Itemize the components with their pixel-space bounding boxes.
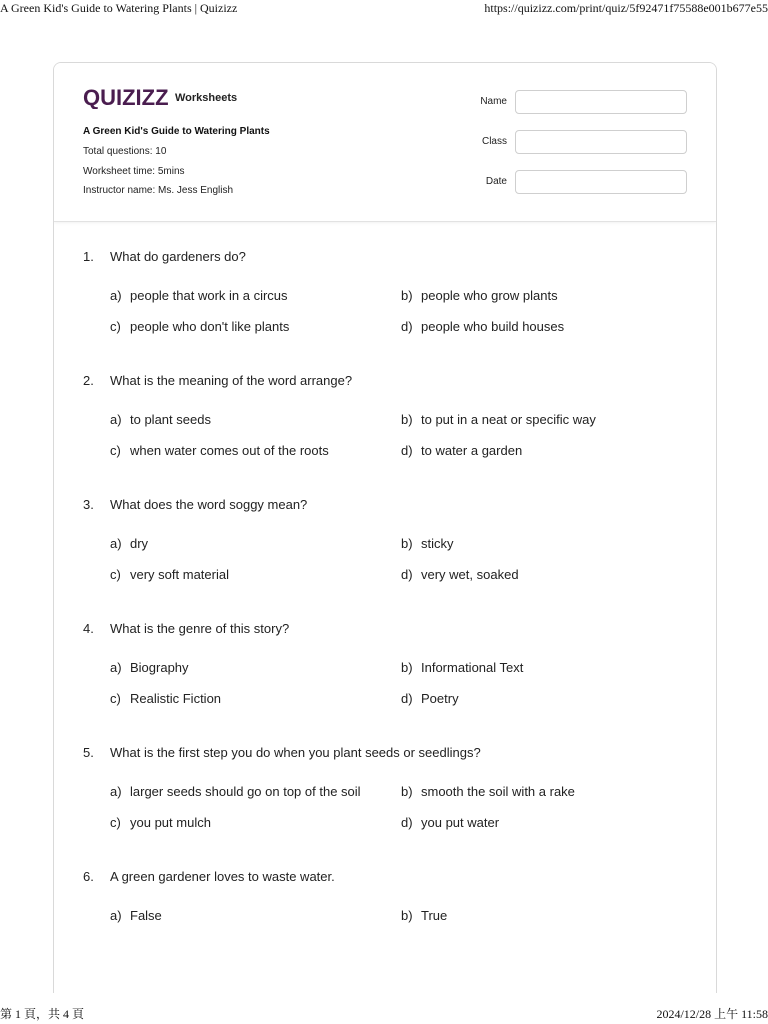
option-letter: d) [401,691,413,706]
svg-text:QUIZIZZ: QUIZIZZ [83,85,169,109]
option-text: very wet, soaked [421,567,519,582]
print-footer [0,1006,768,1024]
question-2 [54,346,716,470]
question-list [54,222,716,966]
question-number: 2. [83,373,94,388]
option-text: Informational Text [421,660,524,675]
option-a [110,660,189,675]
option-letter: c) [110,443,121,458]
option-text: Realistic Fiction [130,691,222,706]
question-number: 4. [83,621,94,636]
option-letter: a) [110,412,122,427]
option-letter: d) [401,567,413,582]
question-3 [54,470,716,594]
option-text: to put in a neat or specific way [421,412,596,427]
print-url[interactable]: https://quizizz.com/print/quiz/5f92471f75588e001b677e55 [484,1,768,15]
option-c [110,691,221,706]
total-questions: Total questions: 10 [83,146,167,157]
option-b [401,660,523,675]
question-stem [83,745,481,760]
question-6 [54,842,716,966]
option-text: when water comes out of the roots [130,443,329,458]
date-label: Date [485,176,507,187]
option-letter: c) [110,691,121,706]
question-text: A green gardener loves to waste water. [110,869,335,884]
option-d [401,319,564,334]
date-field[interactable] [515,170,687,194]
option-letter: a) [110,536,122,551]
question-text: What does the word soggy mean? [110,497,308,512]
option-text: True [421,908,448,923]
option-text: sticky [421,536,454,551]
option-d [401,691,459,706]
option-text: people who don't like plants [130,319,290,334]
question-number: 6. [83,869,94,884]
class-field[interactable] [515,130,687,154]
option-letter: c) [110,815,121,830]
option-letter: c) [110,319,121,334]
question-number: 3. [83,497,94,512]
class-label: Class [481,136,507,147]
option-text: to plant seeds [130,412,211,427]
option-letter: d) [401,815,413,830]
option-text: larger seeds should go on top of the soil [130,784,361,799]
option-text: you put mulch [130,815,211,830]
class-field-row [472,130,687,154]
option-a [110,288,288,303]
option-text: you put water [421,815,500,830]
question-number: 1. [83,249,94,264]
option-text: Poetry [421,691,459,706]
option-b [401,536,454,551]
option-b [401,908,447,923]
worksheet-time: Worksheet time: 5mins [83,166,185,177]
option-letter: a) [110,288,122,303]
quiz-title: A Green Kid's Guide to Watering Plants [83,126,270,137]
option-letter: b) [401,908,413,923]
date-field-row [472,170,687,194]
option-letter: b) [401,536,413,551]
question-text: What is the meaning of the word arrange? [110,373,353,388]
option-c [110,567,229,582]
print-datetime: 2024/12/28 上午 11:58 [656,1007,768,1021]
option-a [110,784,361,799]
question-5 [54,718,716,842]
option-c [110,443,329,458]
option-letter: a) [110,908,122,923]
option-c [110,815,211,830]
logo-subtitle: Worksheets [175,91,238,104]
option-a [110,412,211,427]
logo-icon [83,85,169,109]
option-letter: b) [401,784,413,799]
student-fields [472,90,687,210]
name-field-row [472,90,687,114]
worksheet-header [54,63,716,222]
option-letter: a) [110,784,122,799]
option-letter: b) [401,412,413,427]
question-stem [83,869,335,884]
print-page-number: 第 1 頁，共 4 頁 [0,1007,85,1021]
name-label: Name [480,96,507,107]
option-text: dry [130,536,149,551]
option-text: people who grow plants [421,288,558,303]
option-d [401,567,519,582]
question-4 [54,594,716,718]
option-text: people who build houses [421,319,565,334]
instructor-name: Instructor name: Ms. Jess English [83,185,234,196]
question-text: What is the first step you do when you plant seeds or seedlings? [110,745,481,760]
option-d [401,815,499,830]
option-b [401,412,596,427]
quizizz-logo [83,85,237,109]
question-1 [54,222,716,346]
worksheet [53,62,717,993]
option-text: people that work in a circus [130,288,288,303]
question-number: 5. [83,745,94,760]
option-text: very soft material [130,567,229,582]
option-letter: a) [110,660,122,675]
name-field[interactable] [515,90,687,114]
option-c [110,319,289,334]
print-header [0,0,768,18]
option-b [401,784,575,799]
option-text: smooth the soil with a rake [421,784,575,799]
question-stem [83,373,352,388]
question-stem [83,249,246,264]
option-letter: b) [401,660,413,675]
option-letter: d) [401,443,413,458]
option-text: to water a garden [421,443,523,458]
option-letter: b) [401,288,413,303]
option-text: Biography [130,660,189,675]
question-stem [83,621,289,636]
option-letter: c) [110,567,121,582]
question-stem [83,497,307,512]
question-text: What do gardeners do? [110,249,246,264]
print-page-title: A Green Kid's Guide to Watering Plants | Quizizz [0,1,238,15]
option-d [401,443,522,458]
option-a [110,536,148,551]
option-a [110,908,162,923]
option-text: False [130,908,162,923]
option-b [401,288,558,303]
question-text: What is the genre of this story? [110,621,290,636]
option-letter: d) [401,319,413,334]
